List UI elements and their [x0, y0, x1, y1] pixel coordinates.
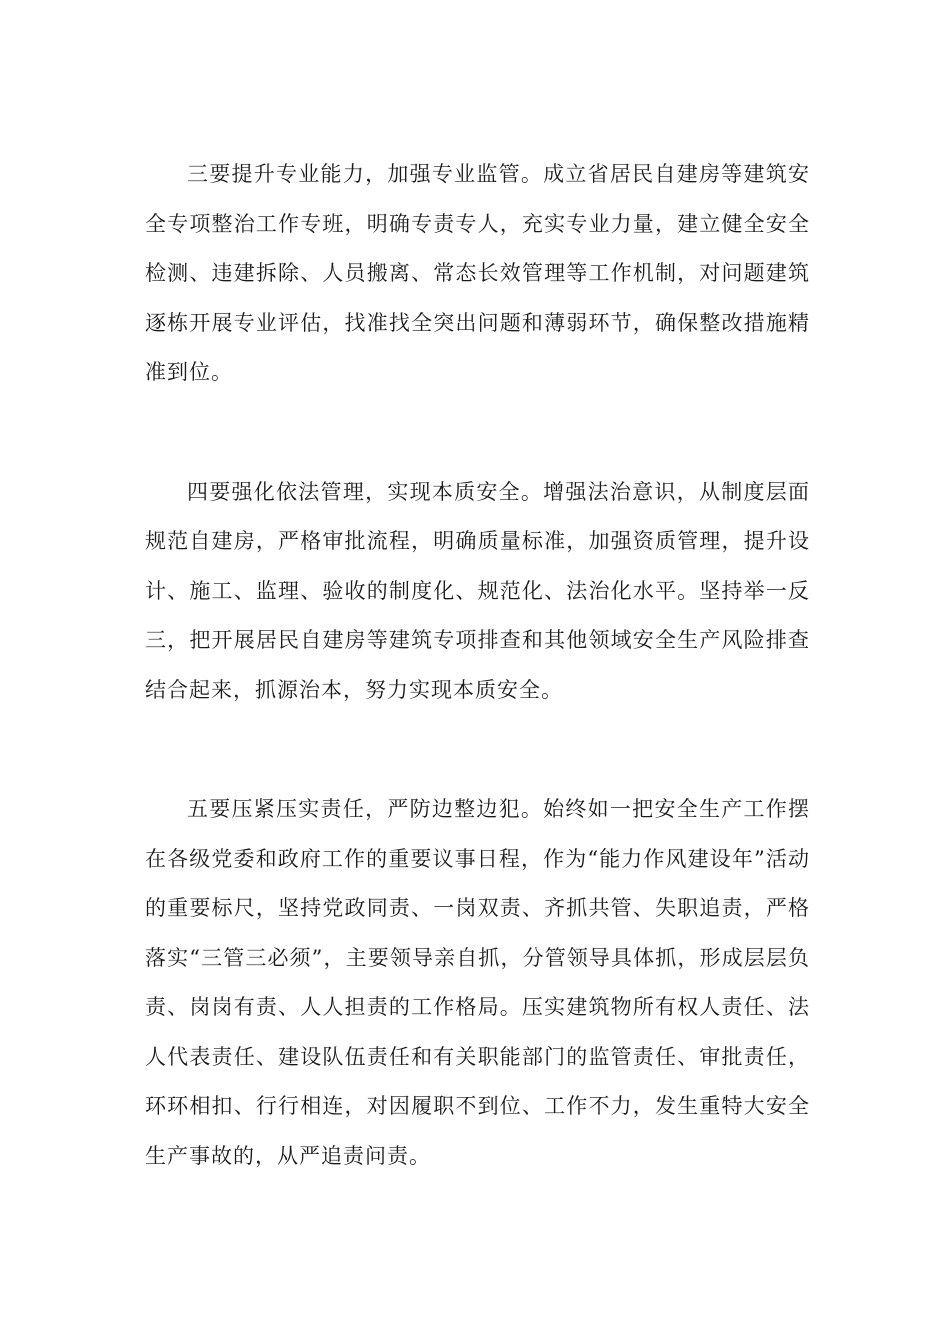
- paragraph-five-requirements: 五要压紧压实责任，严防边整边犯。始终如一把安全生产工作摆在各级党委和政府工作的重要议事日程，作为“能力作风建设年”活动的重要标尺，坚持党政同责、一岗双责、齐抓共管、失职追责，严格落实“三管三必须”，主要领导亲自抓，分管领导具体抓，形成层层负责、岗岗有责、人人担责的工作格局。压实建筑物所有权人责任、法人代表责任、建设队伍责任和有关职能部门的监管责任、审批责任，环环相扣、行行相连，对因履职不到位、工作不力，发生重特大安全生产事故的，从严追责问责。: [145, 797, 810, 1168]
- paragraph-four-requirements: 四要强化依法管理，实现本质安全。增强法治意识，从制度层面规范自建房，严格审批流程，明确质量标准，加强资质管理，提升设计、施工、监理、验收的制度化、规范化、法治化水平。坚持举一反三，把开展居民自建房等建筑专项排查和其他领域安全生产风险排查结合起来，抓源治本，努力实现本质安全。: [145, 479, 810, 702]
- document-body: [145, 150, 810, 1181]
- paragraph-three-requirements: 三要提升专业能力，加强专业监管。成立省居民自建房等建筑安全专项整治工作专班，明确专责专人，充实专业力量，建立健全安全检测、违建拆除、人员搬离、常态长效管理等工作机制，对问题建筑逐栋开展专业评估，找准找全突出问题和薄弱环节，确保整改措施精准到位。: [145, 162, 810, 384]
